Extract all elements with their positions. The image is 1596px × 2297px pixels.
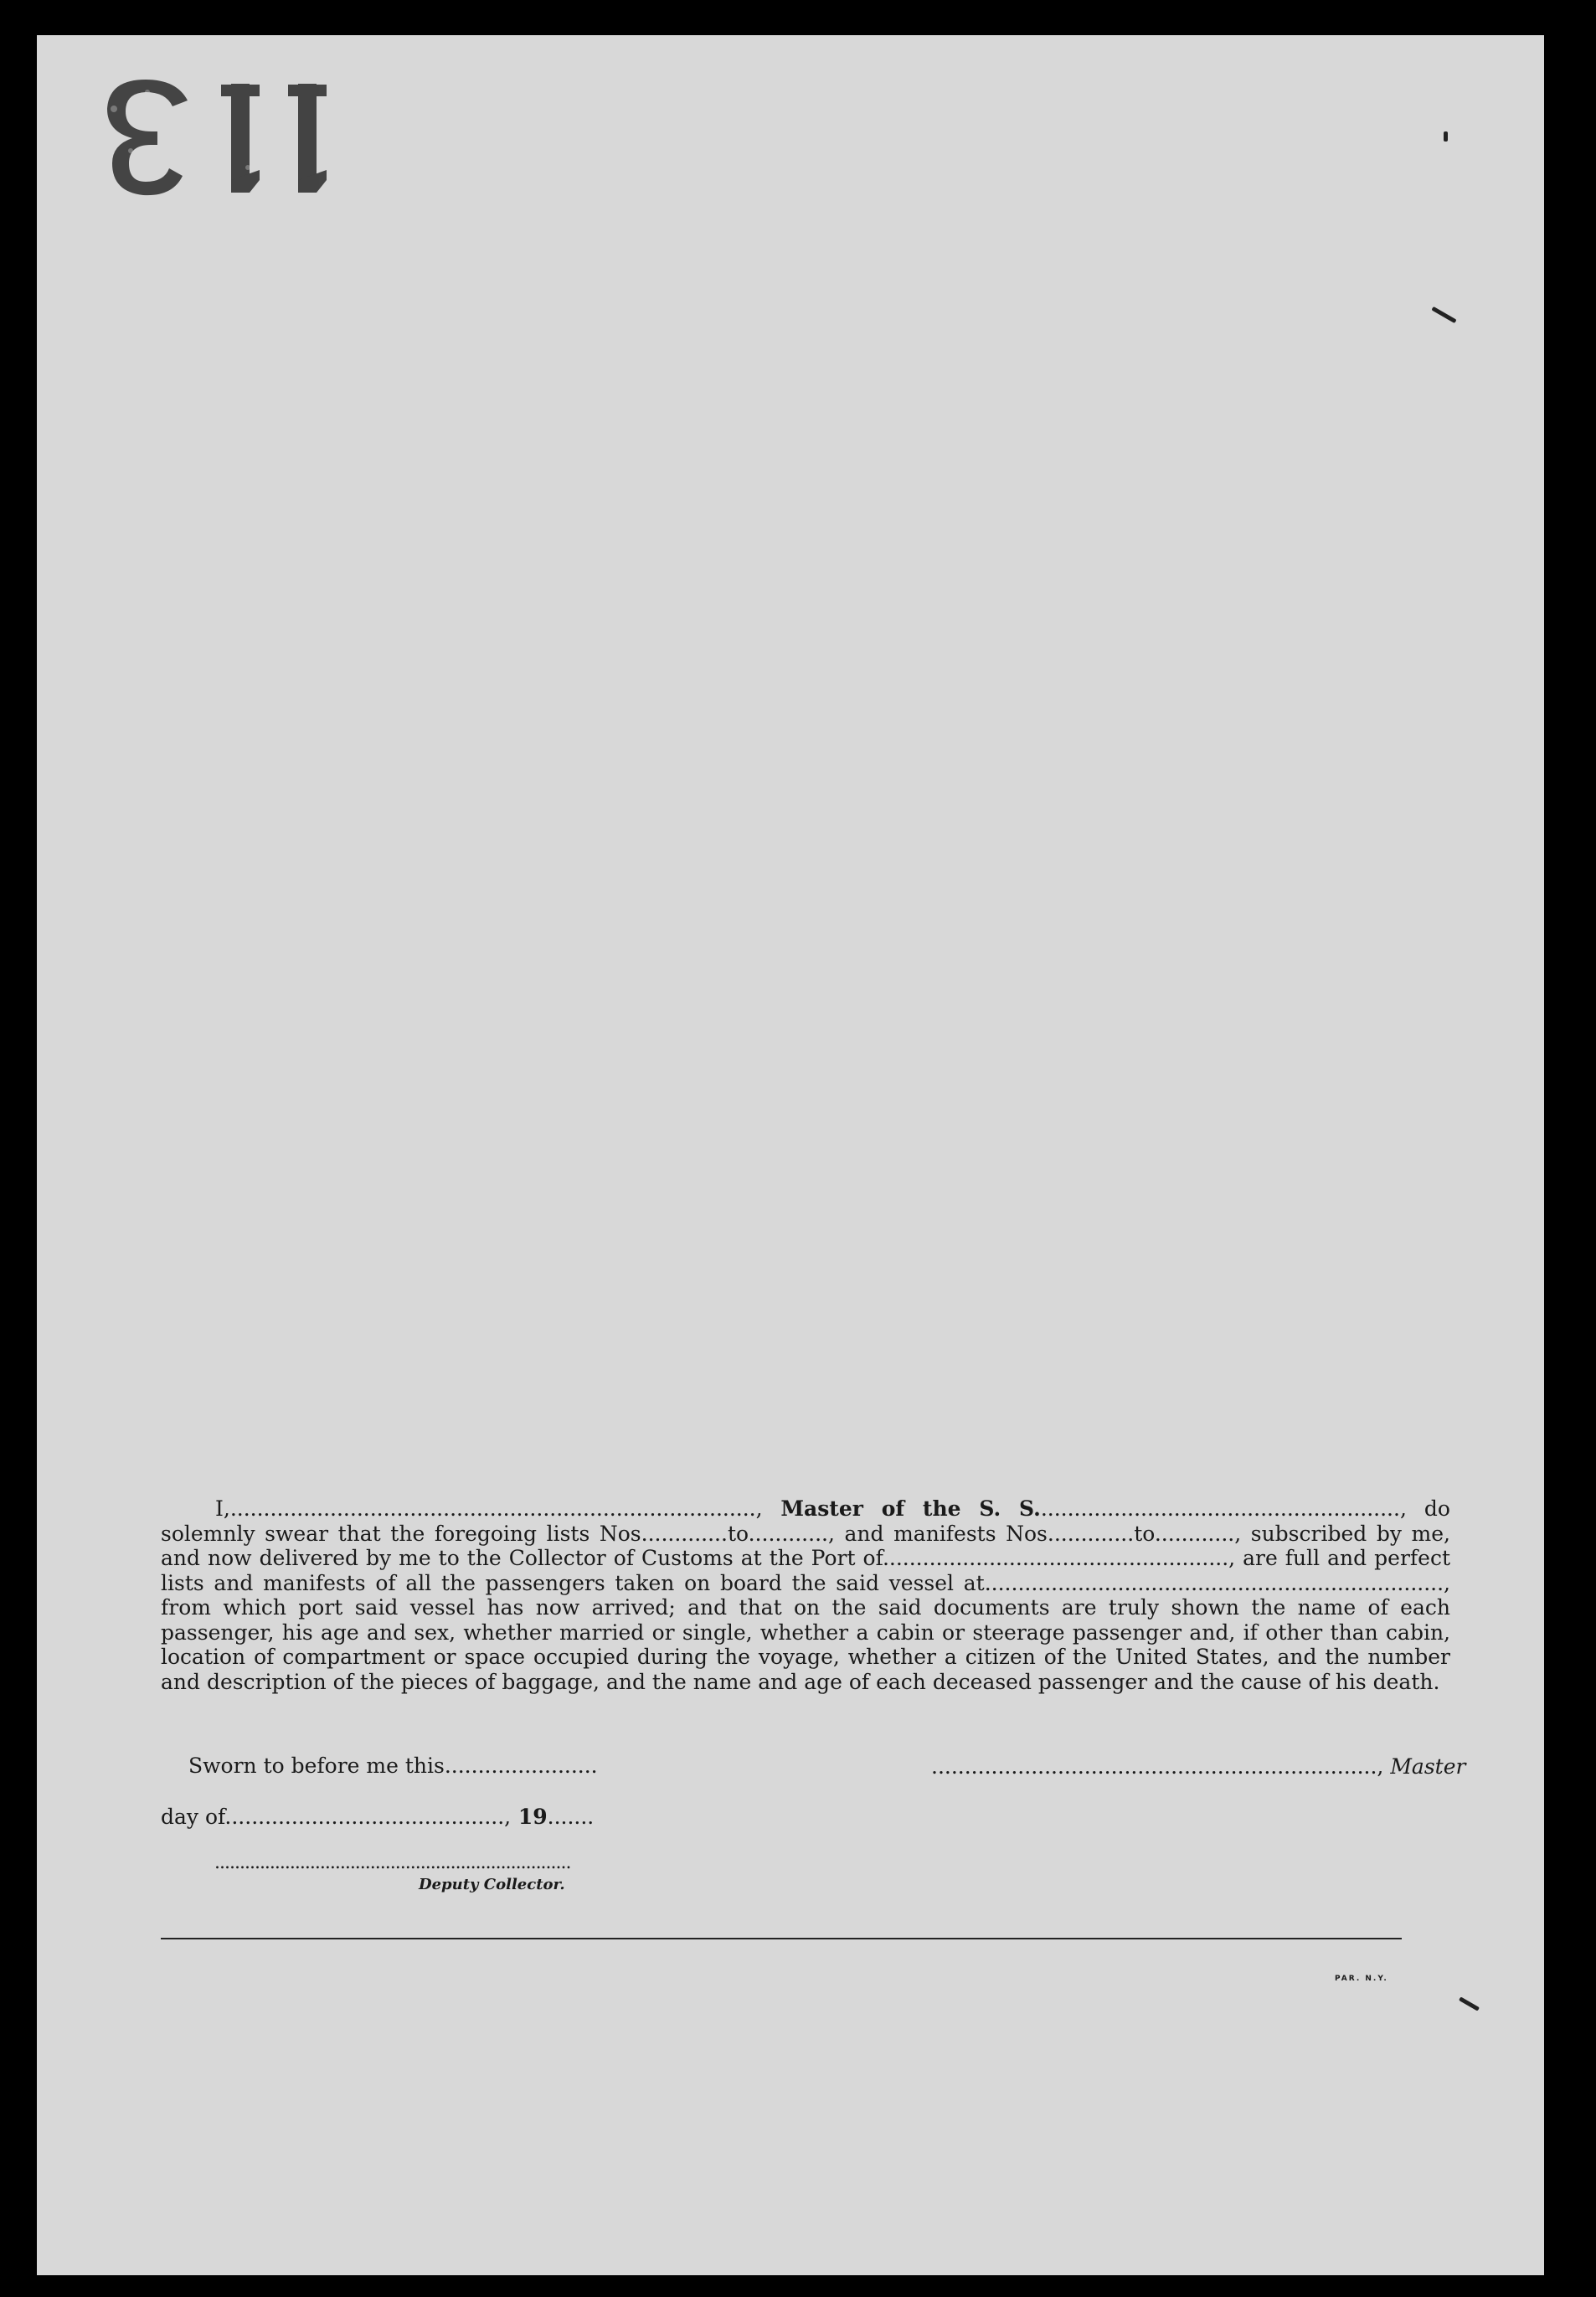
list-from-blank: ............. bbox=[641, 1521, 728, 1546]
sworn-label: Sworn to before me this bbox=[188, 1754, 445, 1778]
day-blank: .........................................., bbox=[224, 1805, 512, 1829]
manifest-from-blank: ............. bbox=[1047, 1521, 1135, 1546]
day-line bbox=[161, 1805, 594, 1829]
year-blank: ....... bbox=[547, 1805, 595, 1829]
oath-prefix: I, bbox=[215, 1496, 230, 1521]
margin-mark bbox=[1459, 1996, 1480, 2011]
master-name-blank: ..............................................................................., bbox=[229, 1496, 763, 1521]
oath-remainder: from which port said vessel has now arrived; and that on the said documents are truly shown the name of each passenger, his age and sex, whether married or single, whether a cabin or steerage passenger and, if other than cabin, location of compartment or space occupied during the voyage, whether a citizen of the United States, and the number and description of the pieces of baggage, and the name and age of each deceased passenger and the cause of his death. bbox=[161, 1595, 1450, 1694]
sworn-line bbox=[188, 1754, 598, 1778]
deputy-collector-label: Deputy Collector. bbox=[419, 1876, 565, 1893]
ship-name-blank: ......................................................, bbox=[1040, 1496, 1407, 1521]
day-label: day of bbox=[161, 1805, 225, 1829]
margin-mark bbox=[1444, 131, 1448, 142]
sworn-date-blank: ....................... bbox=[444, 1754, 598, 1778]
oath-solemnly: do solemnly swear that the foregoing lists Nos bbox=[161, 1496, 1450, 1546]
margin-mark bbox=[1431, 306, 1456, 323]
printer-mark: PAR. N.Y. bbox=[1335, 1975, 1388, 1983]
master-signature-line bbox=[931, 1754, 1465, 1779]
year-prefix: 19 bbox=[511, 1805, 548, 1829]
manifest-to-blank: ............, bbox=[1154, 1521, 1242, 1546]
port-blank: ...................................................., bbox=[882, 1546, 1236, 1570]
bottom-rule bbox=[161, 1938, 1402, 1939]
page-number-stamp bbox=[80, 59, 332, 222]
deputy-signature-blank: ....................................................................... bbox=[214, 1852, 571, 1873]
origin-port-blank: ....................................................................., bbox=[984, 1570, 1450, 1595]
list-to-blank: ............, bbox=[748, 1521, 835, 1546]
document-page bbox=[37, 35, 1544, 2275]
oath-master-of-ss: Master of the S. S. bbox=[762, 1496, 1041, 1521]
master-label: Master bbox=[1383, 1754, 1466, 1779]
oath-paragraph bbox=[161, 1496, 1450, 1694]
oath-full-lists: are full and perfect lists and manifests of all the passengers taken on board the said vessel at bbox=[161, 1546, 1450, 1595]
master-signature-blank: ..................................................................., bbox=[931, 1754, 1384, 1779]
oath-subscribed: subscribed by me, and now delivered by me to the Collector of Customs at the Port of bbox=[161, 1521, 1450, 1570]
oath-manifests: and manifests Nos bbox=[834, 1521, 1048, 1546]
oath-to-2: to bbox=[1134, 1521, 1155, 1546]
oath-to-1: to bbox=[727, 1521, 749, 1546]
stamp-graphic bbox=[80, 59, 332, 222]
